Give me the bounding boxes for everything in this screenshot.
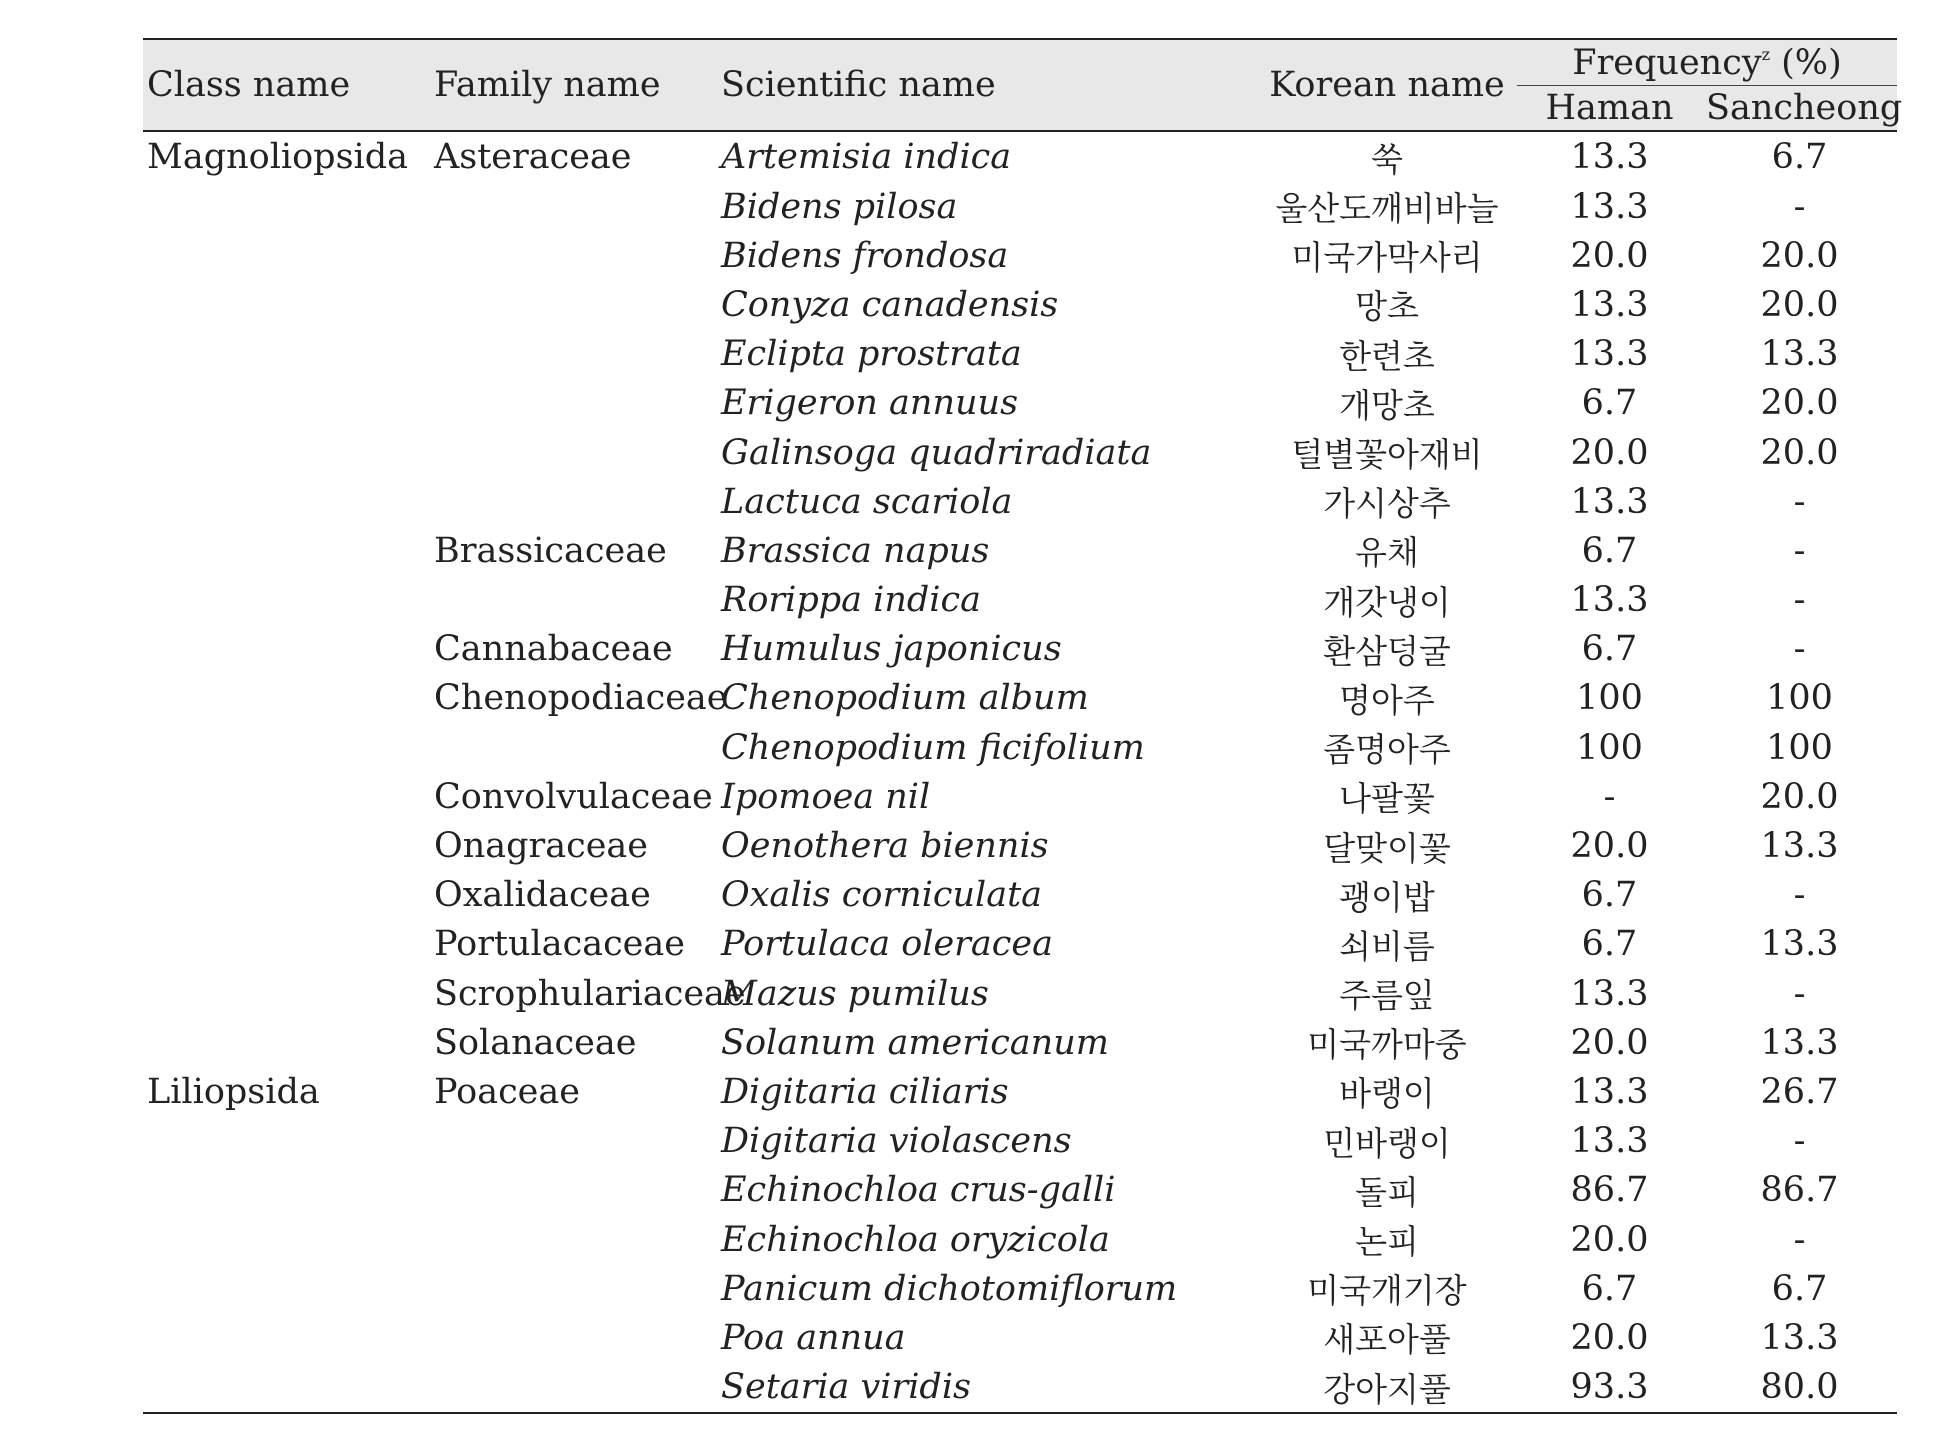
haman-frequency-cell: 20.0 (1570, 1022, 1649, 1063)
table-row (143, 969, 1897, 1018)
table-row (143, 1313, 1897, 1362)
korean-name-cell: 한련초 (1339, 336, 1435, 376)
family-cell (430, 576, 717, 625)
haman-frequency-cell: 20.0 (1570, 1317, 1649, 1358)
table-row (143, 625, 1897, 674)
korean-name-cell: 털별꽃아재비 (1291, 435, 1483, 475)
header-haman: Haman (1517, 86, 1702, 132)
class-cell (143, 330, 430, 379)
sancheong-frequency-cell: 13.3 (1760, 826, 1839, 867)
scientific-name-cell: Oenothera biennis (721, 826, 1049, 867)
class-cell (143, 379, 430, 428)
header-scientific-name: Scientific name (717, 39, 1257, 131)
korean-name-cell: 괭이밥 (1339, 877, 1435, 917)
scientific-name-cell: Erigeron annuus (721, 383, 1019, 424)
table-body (143, 131, 1897, 1413)
class-cell (143, 821, 430, 870)
korean-name-cell: 새포아풀 (1323, 1320, 1451, 1360)
sancheong-frequency-cell: - (1793, 875, 1806, 916)
scientific-name-cell: Mazus pumilus (721, 973, 989, 1014)
haman-frequency-cell: 6.7 (1581, 383, 1638, 424)
sancheong-frequency-cell: 20.0 (1760, 432, 1839, 473)
table-row (143, 280, 1897, 329)
header-family-name: Family name (430, 39, 717, 131)
korean-name-cell: 강아지풀 (1257, 1363, 1517, 1413)
family-cell (430, 1215, 717, 1264)
scientific-name-cell: Panicum dichotomiflorum (721, 1268, 1178, 1309)
table-row (143, 131, 1897, 182)
family-cell: Cannabaceae (434, 629, 673, 670)
header-frequency-unit: (%) (1770, 42, 1842, 83)
class-cell (143, 674, 430, 723)
table-row (143, 379, 1897, 428)
class-cell (143, 576, 430, 625)
family-cell: Solanaceae (434, 1022, 637, 1063)
haman-frequency-cell: 6.7 (1581, 530, 1638, 571)
table-row (143, 428, 1897, 477)
table-row (143, 871, 1897, 920)
family-cell: Poaceae (434, 1071, 580, 1112)
sancheong-frequency-cell: 26.7 (1760, 1071, 1839, 1112)
sancheong-frequency-cell: - (1793, 481, 1806, 522)
family-cell: Portulacaceae (434, 924, 685, 965)
scientific-name-cell: Solanum americanum (721, 1022, 1109, 1063)
korean-name-cell: 논피 (1355, 1222, 1419, 1262)
korean-name-cell: 돌피 (1355, 1172, 1419, 1212)
korean-name-cell: 쑥 (1371, 139, 1403, 179)
class-cell: Liliopsida (147, 1071, 320, 1112)
table-row (143, 576, 1897, 625)
family-cell: Oxalidaceae (434, 875, 651, 916)
haman-frequency-cell: 13.3 (1570, 973, 1649, 1014)
sancheong-frequency-cell: 20.0 (1760, 284, 1839, 325)
class-cell (143, 1363, 430, 1413)
table-row (143, 1264, 1897, 1313)
korean-name-cell: 나팔꽃 (1339, 779, 1435, 819)
scientific-name-cell: Artemisia indica (721, 137, 1012, 177)
class-cell (143, 526, 430, 575)
class-cell (143, 1018, 430, 1067)
family-cell (430, 477, 717, 526)
sancheong-frequency-cell: - (1793, 1219, 1806, 1260)
sancheong-frequency-cell: 86.7 (1760, 1170, 1839, 1211)
table-row (143, 1018, 1897, 1067)
class-cell (143, 969, 430, 1018)
scientific-name-cell: Eclipta prostrata (721, 334, 1022, 375)
table-row (143, 772, 1897, 821)
scientific-name-cell: Digitaria violascens (721, 1121, 1072, 1162)
table-row (143, 1215, 1897, 1264)
korean-name-cell: 미국개기장 (1307, 1271, 1467, 1311)
class-cell (143, 428, 430, 477)
family-cell (430, 330, 717, 379)
table-row (143, 920, 1897, 969)
table-row (143, 330, 1897, 379)
scientific-name-cell: Chenopodium ficifolium (721, 727, 1145, 768)
sancheong-frequency-cell: 20.0 (1760, 383, 1839, 424)
family-cell (430, 379, 717, 428)
sancheong-frequency-cell: - (1793, 580, 1806, 621)
haman-frequency-cell: 100 (1576, 678, 1643, 719)
header-frequency (1517, 39, 1897, 86)
class-cell (143, 280, 430, 329)
korean-name-cell: 망초 (1355, 287, 1419, 327)
family-cell (430, 1264, 717, 1313)
scientific-name-cell: Echinochloa crus-galli (721, 1170, 1116, 1211)
class-cell (143, 1166, 430, 1215)
scientific-name-cell: Bidens frondosa (721, 235, 1009, 276)
class-cell: Magnoliopsida (147, 137, 409, 177)
class-cell (143, 231, 430, 280)
scientific-name-cell: Rorippa indica (721, 580, 981, 621)
table-row (143, 231, 1897, 280)
haman-frequency-cell: 6.7 (1581, 1268, 1638, 1309)
family-cell (430, 280, 717, 329)
class-cell (143, 477, 430, 526)
haman-frequency-cell: 86.7 (1570, 1170, 1649, 1211)
korean-name-cell: 개망초 (1339, 385, 1435, 425)
header-frequency-superscript: z (1761, 44, 1771, 64)
haman-frequency-cell: 100 (1576, 727, 1643, 768)
haman-frequency-cell: 6.7 (1581, 629, 1638, 670)
table-row (143, 1166, 1897, 1215)
sancheong-frequency-cell: 13.3 (1760, 334, 1839, 375)
haman-frequency-cell: 13.3 (1570, 1121, 1649, 1162)
weed-frequency-table-container (143, 38, 1903, 1414)
sancheong-frequency-cell: 20.0 (1760, 776, 1839, 817)
korean-name-cell: 주름잎 (1339, 976, 1435, 1016)
table-row (143, 477, 1897, 526)
family-cell (430, 1313, 717, 1362)
korean-name-cell: 명아주 (1339, 680, 1435, 720)
class-cell (143, 1313, 430, 1362)
haman-frequency-cell: 13.3 (1570, 137, 1649, 177)
scientific-name-cell: Oxalis corniculata (721, 875, 1043, 916)
family-cell (430, 182, 717, 231)
header-sancheong: Sancheong (1702, 86, 1897, 132)
korean-name-cell: 바랭이 (1339, 1074, 1435, 1114)
scientific-name-cell: Portulaca oleracea (721, 924, 1053, 965)
sancheong-frequency-cell: 13.3 (1760, 924, 1839, 965)
haman-frequency-cell: 20.0 (1570, 235, 1649, 276)
sancheong-frequency-cell: - (1793, 530, 1806, 571)
haman-frequency-cell: 6.7 (1581, 924, 1638, 965)
weed-frequency-table (143, 38, 1903, 1414)
haman-frequency-cell: 20.0 (1570, 1219, 1649, 1260)
sancheong-frequency-cell: 6.7 (1771, 137, 1828, 177)
sancheong-frequency-cell: 80.0 (1702, 1363, 1897, 1413)
korean-name-cell: 민바랭이 (1323, 1123, 1451, 1163)
header-class-name: Class name (143, 39, 430, 131)
sancheong-frequency-cell: 13.3 (1760, 1022, 1839, 1063)
family-cell (430, 428, 717, 477)
scientific-name-cell: Brassica napus (721, 530, 990, 571)
table-row (143, 1117, 1897, 1166)
header-korean-name: Korean name (1257, 39, 1517, 131)
scientific-name-cell: Setaria viridis (717, 1363, 1257, 1413)
table-row (143, 1363, 1897, 1413)
family-cell (430, 1363, 717, 1413)
korean-name-cell: 미국가막사리 (1291, 238, 1483, 278)
sancheong-frequency-cell: - (1793, 973, 1806, 1014)
haman-frequency-cell: 93.3 (1517, 1363, 1702, 1413)
korean-name-cell: 환삼덩굴 (1323, 631, 1451, 671)
scientific-name-cell: Poa annua (721, 1317, 906, 1358)
haman-frequency-cell: 13.3 (1570, 1071, 1649, 1112)
class-cell (143, 625, 430, 674)
family-cell: Chenopodiaceae (434, 678, 728, 719)
sancheong-frequency-cell: 6.7 (1771, 1268, 1828, 1309)
scientific-name-cell: Humulus japonicus (721, 629, 1062, 670)
class-cell (143, 772, 430, 821)
family-cell (430, 231, 717, 280)
scientific-name-cell: Galinsoga quadriradiata (721, 432, 1152, 473)
scientific-name-cell: Ipomoea nil (721, 776, 931, 817)
haman-frequency-cell: 13.3 (1570, 186, 1649, 227)
family-cell: Scrophulariaceae (434, 973, 746, 1014)
sancheong-frequency-cell: - (1793, 186, 1806, 227)
class-cell (143, 1117, 430, 1166)
class-cell (143, 182, 430, 231)
korean-name-cell: 달맞이꽃 (1323, 828, 1451, 868)
scientific-name-cell: Chenopodium album (721, 678, 1089, 719)
haman-frequency-cell: 13.3 (1570, 284, 1649, 325)
table-row (143, 821, 1897, 870)
table-row (143, 526, 1897, 575)
korean-name-cell: 좀명아주 (1323, 730, 1451, 770)
haman-frequency-cell: 13.3 (1570, 580, 1649, 621)
haman-frequency-cell: 20.0 (1570, 432, 1649, 473)
sancheong-frequency-cell: 100 (1766, 727, 1833, 768)
scientific-name-cell: Conyza canadensis (721, 284, 1059, 325)
haman-frequency-cell: 13.3 (1570, 481, 1649, 522)
family-cell (430, 1166, 717, 1215)
class-cell (143, 920, 430, 969)
sancheong-frequency-cell: 13.3 (1760, 1317, 1839, 1358)
table-row (143, 674, 1897, 723)
haman-frequency-cell: 6.7 (1581, 875, 1638, 916)
haman-frequency-cell: - (1603, 776, 1616, 817)
korean-name-cell: 개갓냉이 (1323, 582, 1451, 622)
sancheong-frequency-cell: 100 (1766, 678, 1833, 719)
korean-name-cell: 울산도깨비바늘 (1275, 189, 1499, 229)
class-cell (143, 871, 430, 920)
scientific-name-cell: Bidens pilosa (721, 186, 958, 227)
class-cell (143, 1215, 430, 1264)
sancheong-frequency-cell: - (1793, 1121, 1806, 1162)
sancheong-frequency-cell: - (1793, 629, 1806, 670)
family-cell: Brassicaceae (434, 530, 667, 571)
haman-frequency-cell: 13.3 (1570, 334, 1649, 375)
haman-frequency-cell: 20.0 (1570, 826, 1649, 867)
scientific-name-cell: Digitaria ciliaris (721, 1071, 1009, 1112)
family-cell: Onagraceae (434, 826, 648, 867)
table-row (143, 1067, 1897, 1116)
korean-name-cell: 유채 (1355, 533, 1419, 573)
family-cell (430, 723, 717, 772)
scientific-name-cell: Lactuca scariola (721, 481, 1013, 522)
sancheong-frequency-cell: 20.0 (1760, 235, 1839, 276)
family-cell: Asteraceae (434, 137, 632, 177)
table-header (143, 39, 1903, 131)
korean-name-cell: 가시상추 (1323, 484, 1451, 524)
class-cell (143, 1264, 430, 1313)
korean-name-cell: 미국까마중 (1307, 1025, 1467, 1065)
korean-name-cell: 쇠비름 (1339, 926, 1435, 966)
header-frequency-label: Frequency (1572, 42, 1762, 83)
table-row (143, 182, 1897, 231)
table-row (143, 723, 1897, 772)
family-cell (430, 1117, 717, 1166)
scientific-name-cell: Echinochloa oryzicola (721, 1219, 1110, 1260)
class-cell (143, 723, 430, 772)
family-cell: Convolvulaceae (434, 776, 713, 817)
